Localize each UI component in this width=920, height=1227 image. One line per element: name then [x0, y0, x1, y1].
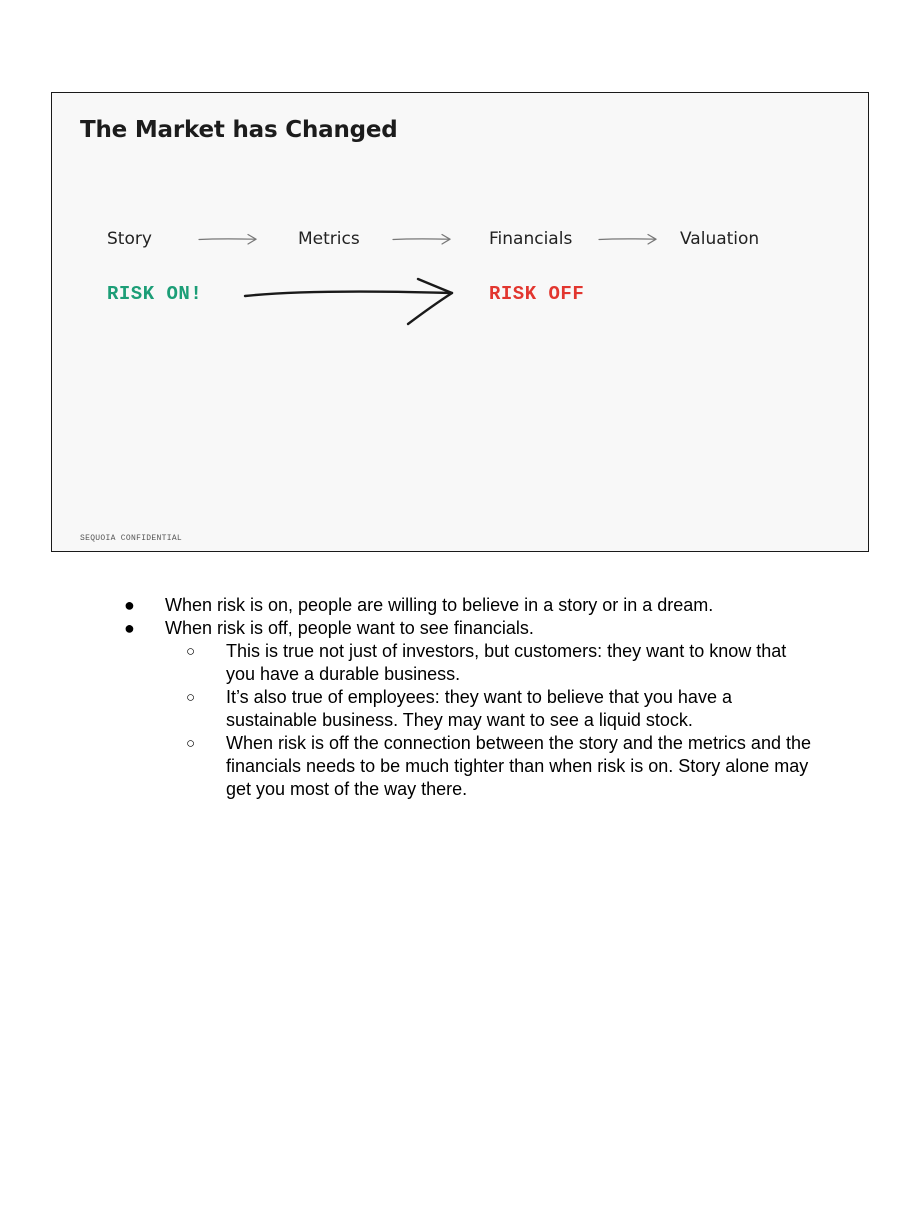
- note-bullet: [0, 594, 815, 617]
- note-sub-bullet: [0, 732, 816, 801]
- flow-arrow-icon: [198, 232, 260, 246]
- risk-off-label: RISK OFF: [489, 283, 585, 305]
- note-sub-bullet-text: This is true not just of investors, but customers: they want to know that you have a durable business.: [226, 641, 787, 684]
- note-bullet-text: When risk is on, people are willing to believe in a story or in a dream.: [165, 595, 714, 615]
- note-bullet-text: When risk is off, people want to see financials.: [165, 618, 534, 638]
- risk-on-label: RISK ON!: [107, 283, 203, 305]
- flow-label-metrics: Metrics: [298, 229, 360, 249]
- sub-bullet-marker-icon: ○: [186, 735, 196, 752]
- note-sub-bullet: [0, 640, 816, 686]
- flow-arrow-icon: [392, 232, 454, 246]
- note-sub-bullet-text: It’s also true of employees: they want to believe that you have a sustainable business. They may want to see a liquid stock.: [226, 687, 732, 730]
- note-sub-bullet: [0, 686, 816, 732]
- hand-drawn-arrow-icon: [242, 276, 457, 328]
- sub-bullet-marker-icon: ○: [186, 643, 196, 660]
- slide-frame: [51, 92, 869, 552]
- sub-bullet-marker-icon: ○: [186, 689, 196, 706]
- speaker-notes: [0, 594, 920, 801]
- confidential-footer: SEQUOIA CONFIDENTIAL: [80, 534, 183, 543]
- flow-label-valuation: Valuation: [680, 229, 760, 249]
- flow-label-financials: Financials: [489, 229, 573, 249]
- flow-arrow-icon: [598, 232, 660, 246]
- bullet-marker-icon: ●: [124, 595, 135, 615]
- flow-label-story: Story: [107, 229, 152, 249]
- bullet-marker-icon: ●: [124, 618, 135, 638]
- note-bullet: [0, 617, 815, 640]
- slide-title: The Market has Changed: [80, 117, 398, 143]
- note-sub-bullet-text: When risk is off the connection between the story and the metrics and the financials needs to be much tighter than when risk is on. Story alone may get you most of the way there.: [226, 733, 811, 799]
